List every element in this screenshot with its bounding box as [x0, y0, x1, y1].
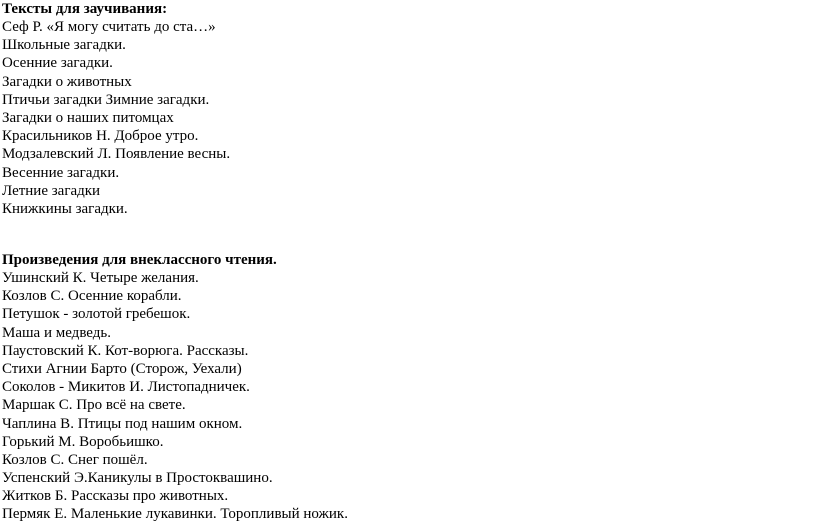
list-item: Пермяк Е. Маленькие лукавинки. Торопливый ножик. — [2, 506, 348, 523]
list-item: Успенский Э.Каникулы в Простоквашино. — [2, 470, 273, 487]
list-item: Сеф Р. «Я могу считать до ста…» — [2, 19, 216, 35]
list-item: Загадки о наших питомцах — [2, 109, 174, 126]
list-item: Маршак С. Про всё на свете. — [2, 397, 186, 414]
extracurricular-reading-section — [2, 251, 348, 524]
list-item: Маша и медведь. — [2, 324, 111, 341]
list-item: Житков Б. Рассказы про животных. — [2, 488, 229, 505]
list-item: Стихи Агнии Барто (Сторож, Уехали) — [2, 360, 242, 377]
list-item: Книжкины загадки. — [2, 200, 128, 217]
section-heading: Произведения для внеклассного чтения. — [2, 252, 277, 268]
list-item: Летние загадки — [2, 182, 101, 199]
memorization-section — [2, 0, 230, 218]
list-item: Паустовский К. Кот-ворюга. Рассказы. — [2, 342, 249, 359]
list-item: Козлов С. Осенние корабли. — [2, 288, 182, 305]
extracurricular-reading-list — [2, 269, 348, 524]
list-item: Чаплина В. Птицы под нашим окном. — [2, 415, 243, 432]
list-item: Петушок - золотой гребешок. — [2, 306, 191, 323]
section-heading: Тексты для заучивания: — [2, 1, 168, 17]
memorization-list — [2, 18, 230, 218]
list-item: Осенние загадки. — [2, 55, 113, 72]
list-item: Горький М. Воробьишко. — [2, 433, 164, 450]
list-item: Соколов - Микитов И. Листопадничек. — [2, 379, 250, 396]
list-item: Красильников Н. Доброе утро. — [2, 128, 199, 145]
list-item: Птичьи загадки Зимние загадки. — [2, 91, 210, 108]
list-item: Козлов С. Снег пошёл. — [2, 451, 148, 468]
list-item: Школьные загадки. — [2, 37, 126, 54]
list-item: Весенние загадки. — [2, 164, 120, 181]
list-item: Загадки о животных — [2, 73, 132, 90]
list-item: Модзалевский Л. Появление весны. — [2, 146, 231, 163]
list-item: Ушинский К. Четыре желания. — [2, 270, 199, 286]
